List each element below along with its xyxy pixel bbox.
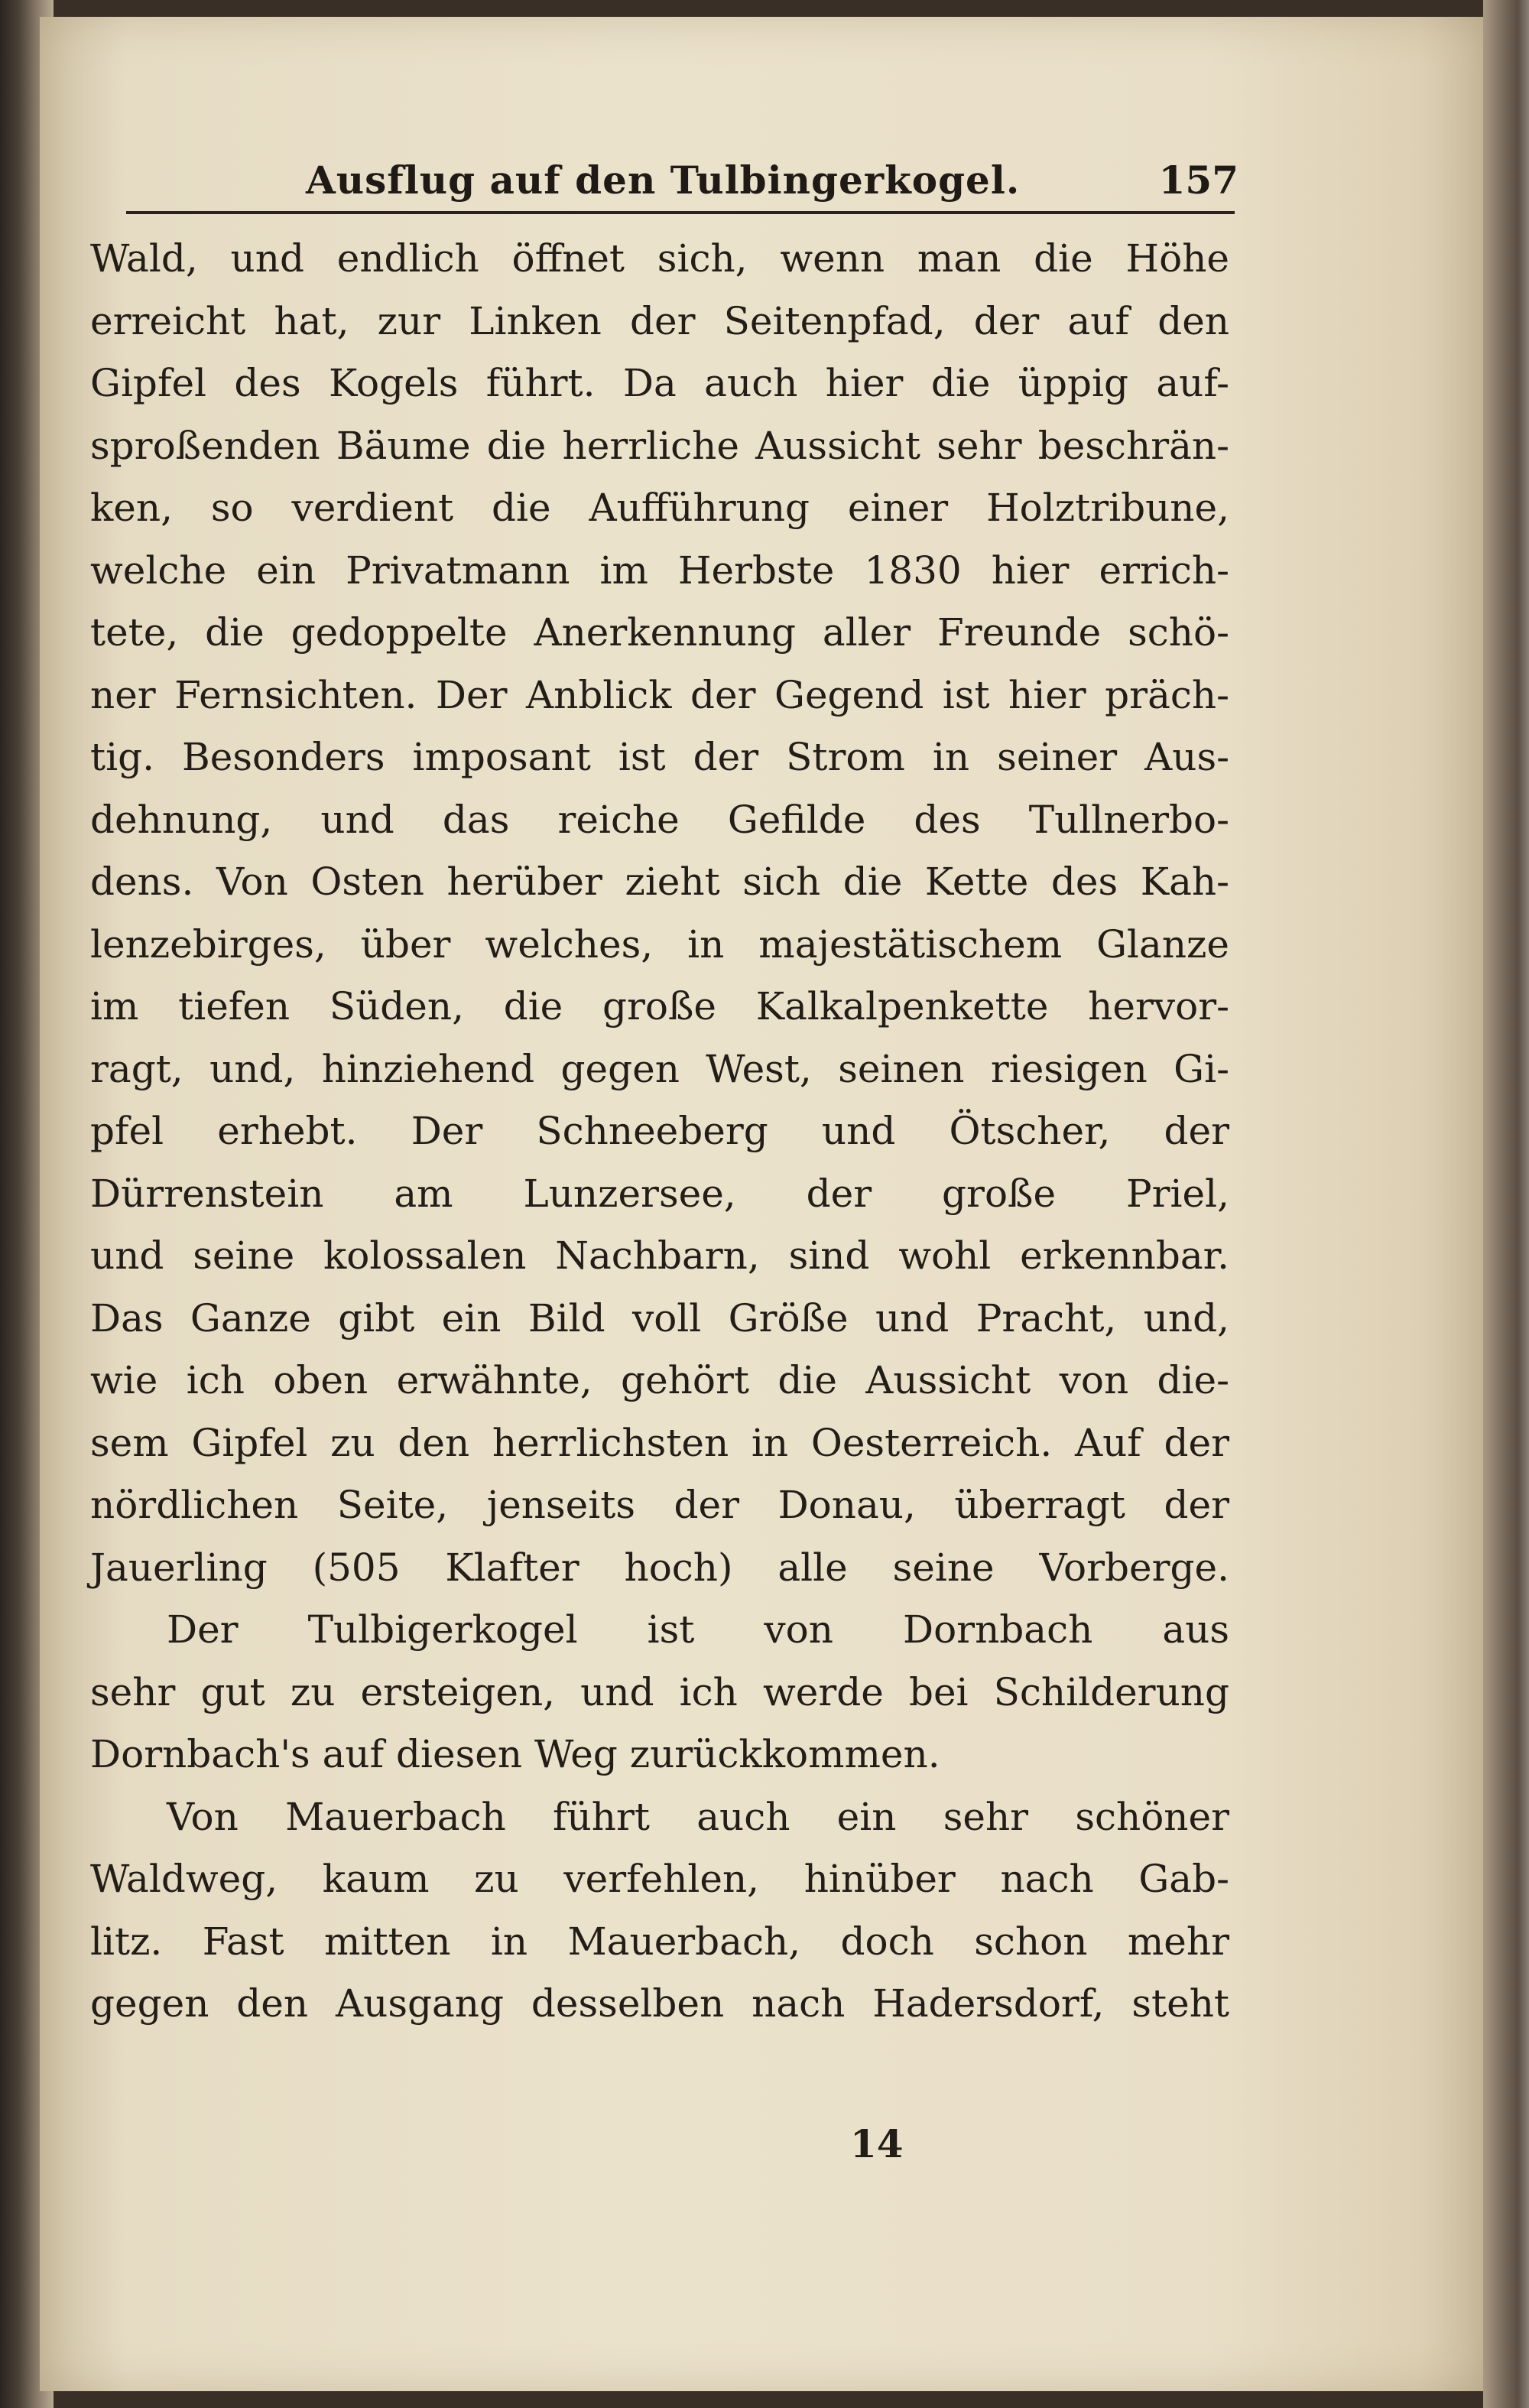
text-line: Wald, und endlich öffnet sich, wenn man die Höhe	[90, 236, 1229, 281]
text-line: Jauerling (505 Klafter hoch) alle seine Vorberge.	[90, 1545, 1229, 1590]
page-stack-edge	[1483, 0, 1529, 2408]
text-line: ner Fernsichten. Der Anblick der Gegend ist hier präch-	[90, 672, 1229, 717]
header-rule	[126, 211, 1235, 214]
text-line: sproßenden Bäume die herrliche Aussicht sehr beschrän-	[90, 423, 1229, 468]
text-line: lenzebirges, über welches, in majestätischem Glanze	[90, 921, 1229, 967]
text-line: dens. Von Osten herüber zieht sich die Kette des Kah-	[90, 860, 1229, 904]
text-line: Von Mauerbach führt auch ein sehr schöner	[167, 1794, 1229, 1839]
text-line: welche ein Privatmann im Herbste 1830 hier errich-	[90, 548, 1229, 593]
running-header	[130, 153, 1238, 214]
text-line: Dürrenstein am Lunzersee, der große Priel,	[90, 1171, 1229, 1216]
signature-mark: 14	[850, 2121, 904, 2166]
text-line: ken, so verdient die Aufführung einer Holztribune,	[90, 486, 1229, 530]
text-line: litz. Fast mitten in Mauerbach, doch schon mehr	[90, 1919, 1229, 1964]
text-line: Dornbach's auf diesen Weg zurückkommen.	[90, 1732, 940, 1776]
text-line: pfel erhebt. Der Schneeberg und Ötscher, der	[90, 1109, 1229, 1153]
text-line: Der Tulbigerkogel ist von Dornbach aus	[167, 1607, 1229, 1652]
text-line: dehnung, und das reiche Gefilde des Tullnerbo-	[90, 797, 1229, 842]
text-line: nördlichen Seite, jenseits der Donau, überragt der	[90, 1483, 1229, 1527]
body-text	[90, 228, 1229, 2036]
text-line: ragt, und, hinziehend gegen West, seinen riesigen Gi-	[90, 1046, 1229, 1091]
text-line: tig. Besonders imposant ist der Strom in seiner Aus-	[90, 735, 1229, 779]
page-number: 157	[1158, 158, 1238, 203]
text-line: im tiefen Süden, die große Kalkalpenkette hervor-	[90, 984, 1229, 1029]
text-line: sehr gut zu ersteigen, und ich werde bei Schilderung	[90, 1669, 1229, 1714]
text-line: gegen den Ausgang desselben nach Hadersdorf, steht	[90, 1981, 1229, 2026]
text-line: Das Ganze gibt ein Bild voll Größe und Pracht, und,	[90, 1295, 1229, 1340]
text-line: Waldweg, kaum zu verfehlen, hinüber nach Gab-	[90, 1857, 1229, 1901]
text-line: tete, die gedoppelte Anerkennung aller Freunde schö-	[90, 610, 1229, 655]
text-line: und seine kolossalen Nachbarn, sind wohl erkennbar.	[90, 1233, 1229, 1278]
text-line: Gipfel des Kogels führt. Da auch hier die üppig auf-	[90, 361, 1229, 405]
text-line: wie ich oben erwähnte, gehört die Aussicht von die-	[90, 1358, 1229, 1402]
text-line: erreicht hat, zur Linken der Seitenpfad, der auf den	[90, 298, 1229, 343]
text-line: sem Gipfel zu den herrlichsten in Oesterreich. Auf der	[90, 1420, 1229, 1465]
running-title: Ausflug auf den Tulbingerkogel.	[306, 158, 1021, 203]
